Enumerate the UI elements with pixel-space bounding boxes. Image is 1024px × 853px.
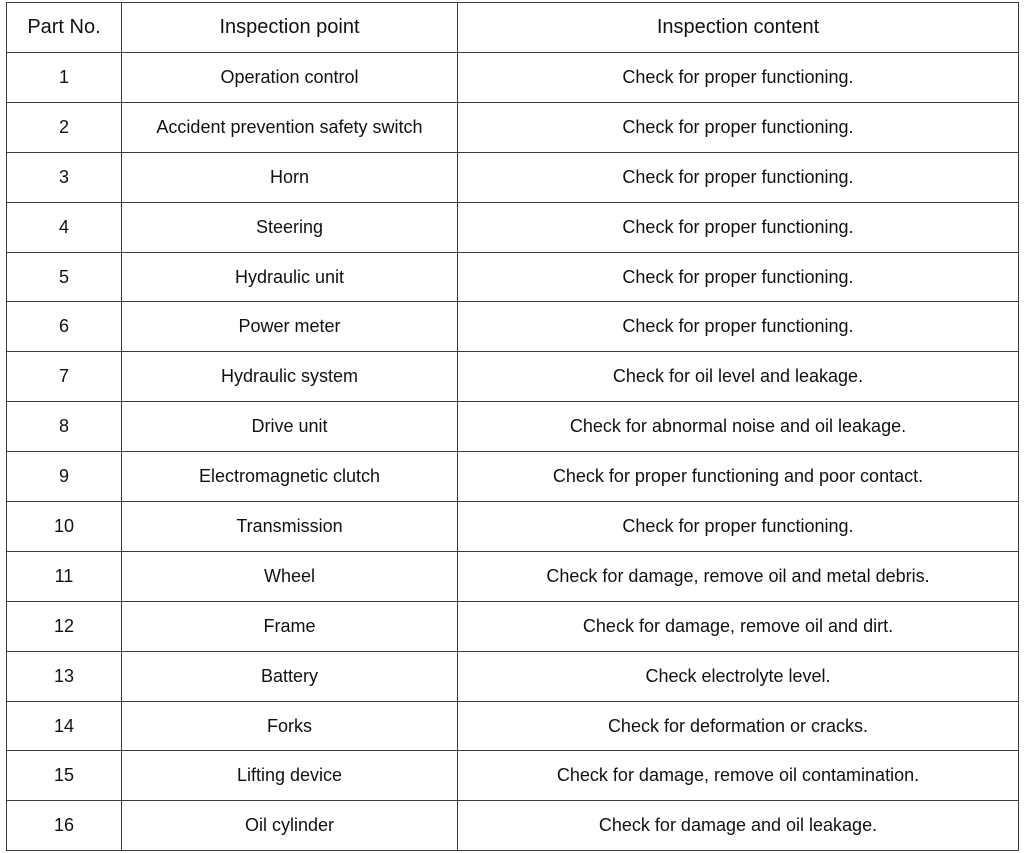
table-row	[7, 352, 1019, 402]
inspection-content-cell: Check electrolyte level.	[458, 651, 1019, 701]
part-no-cell: 4	[7, 202, 122, 252]
inspection-content-cell: Check for damage, remove oil and dirt.	[458, 601, 1019, 651]
table-row	[7, 452, 1019, 502]
table-row	[7, 152, 1019, 202]
table-row	[7, 601, 1019, 651]
part-no-cell: 6	[7, 302, 122, 352]
header-inspection-point: Inspection point	[122, 3, 458, 53]
table-row	[7, 53, 1019, 103]
inspection-point-cell: Horn	[122, 152, 458, 202]
inspection-point-cell: Hydraulic system	[122, 352, 458, 402]
table-row	[7, 751, 1019, 801]
part-no-cell: 2	[7, 102, 122, 152]
table-header	[7, 3, 1019, 53]
inspection-content-cell: Check for proper functioning.	[458, 102, 1019, 152]
part-no-cell: 10	[7, 502, 122, 552]
inspection-point-cell: Power meter	[122, 302, 458, 352]
table-row	[7, 502, 1019, 552]
inspection-point-cell: Lifting device	[122, 751, 458, 801]
inspection-content-cell: Check for proper functioning.	[458, 302, 1019, 352]
part-no-cell: 7	[7, 352, 122, 402]
inspection-sheet	[6, 2, 1018, 851]
inspection-content-cell: Check for proper functioning.	[458, 152, 1019, 202]
inspection-table	[6, 2, 1019, 851]
part-no-cell: 14	[7, 701, 122, 751]
part-no-cell: 16	[7, 801, 122, 851]
table-row	[7, 551, 1019, 601]
inspection-content-cell: Check for damage, remove oil contamination.	[458, 751, 1019, 801]
inspection-content-cell: Check for proper functioning.	[458, 502, 1019, 552]
inspection-point-cell: Hydraulic unit	[122, 252, 458, 302]
inspection-point-cell: Operation control	[122, 53, 458, 103]
inspection-point-cell: Forks	[122, 701, 458, 751]
table-row	[7, 651, 1019, 701]
inspection-content-cell: Check for damage and oil leakage.	[458, 801, 1019, 851]
inspection-content-cell: Check for proper functioning and poor contact.	[458, 452, 1019, 502]
inspection-point-cell: Wheel	[122, 551, 458, 601]
table-row	[7, 252, 1019, 302]
inspection-point-cell: Drive unit	[122, 402, 458, 452]
inspection-content-cell: Check for proper functioning.	[458, 202, 1019, 252]
inspection-point-cell: Steering	[122, 202, 458, 252]
inspection-content-cell: Check for deformation or cracks.	[458, 701, 1019, 751]
table-row	[7, 801, 1019, 851]
table-row	[7, 202, 1019, 252]
table-row	[7, 701, 1019, 751]
part-no-cell: 8	[7, 402, 122, 452]
header-part-no: Part No.	[7, 3, 122, 53]
inspection-point-cell: Electromagnetic clutch	[122, 452, 458, 502]
table-row	[7, 102, 1019, 152]
inspection-content-cell: Check for proper functioning.	[458, 252, 1019, 302]
table-row	[7, 402, 1019, 452]
part-no-cell: 1	[7, 53, 122, 103]
inspection-point-cell: Battery	[122, 651, 458, 701]
inspection-point-cell: Frame	[122, 601, 458, 651]
table-body	[7, 53, 1019, 851]
part-no-cell: 12	[7, 601, 122, 651]
table-row	[7, 302, 1019, 352]
inspection-point-cell: Accident prevention safety switch	[122, 102, 458, 152]
inspection-content-cell: Check for proper functioning.	[458, 53, 1019, 103]
header-inspection-content: Inspection content	[458, 3, 1019, 53]
inspection-point-cell: Oil cylinder	[122, 801, 458, 851]
part-no-cell: 13	[7, 651, 122, 701]
part-no-cell: 15	[7, 751, 122, 801]
part-no-cell: 5	[7, 252, 122, 302]
part-no-cell: 3	[7, 152, 122, 202]
inspection-content-cell: Check for oil level and leakage.	[458, 352, 1019, 402]
inspection-content-cell: Check for abnormal noise and oil leakage.	[458, 402, 1019, 452]
part-no-cell: 11	[7, 551, 122, 601]
header-row	[7, 3, 1019, 53]
inspection-content-cell: Check for damage, remove oil and metal debris.	[458, 551, 1019, 601]
inspection-point-cell: Transmission	[122, 502, 458, 552]
part-no-cell: 9	[7, 452, 122, 502]
